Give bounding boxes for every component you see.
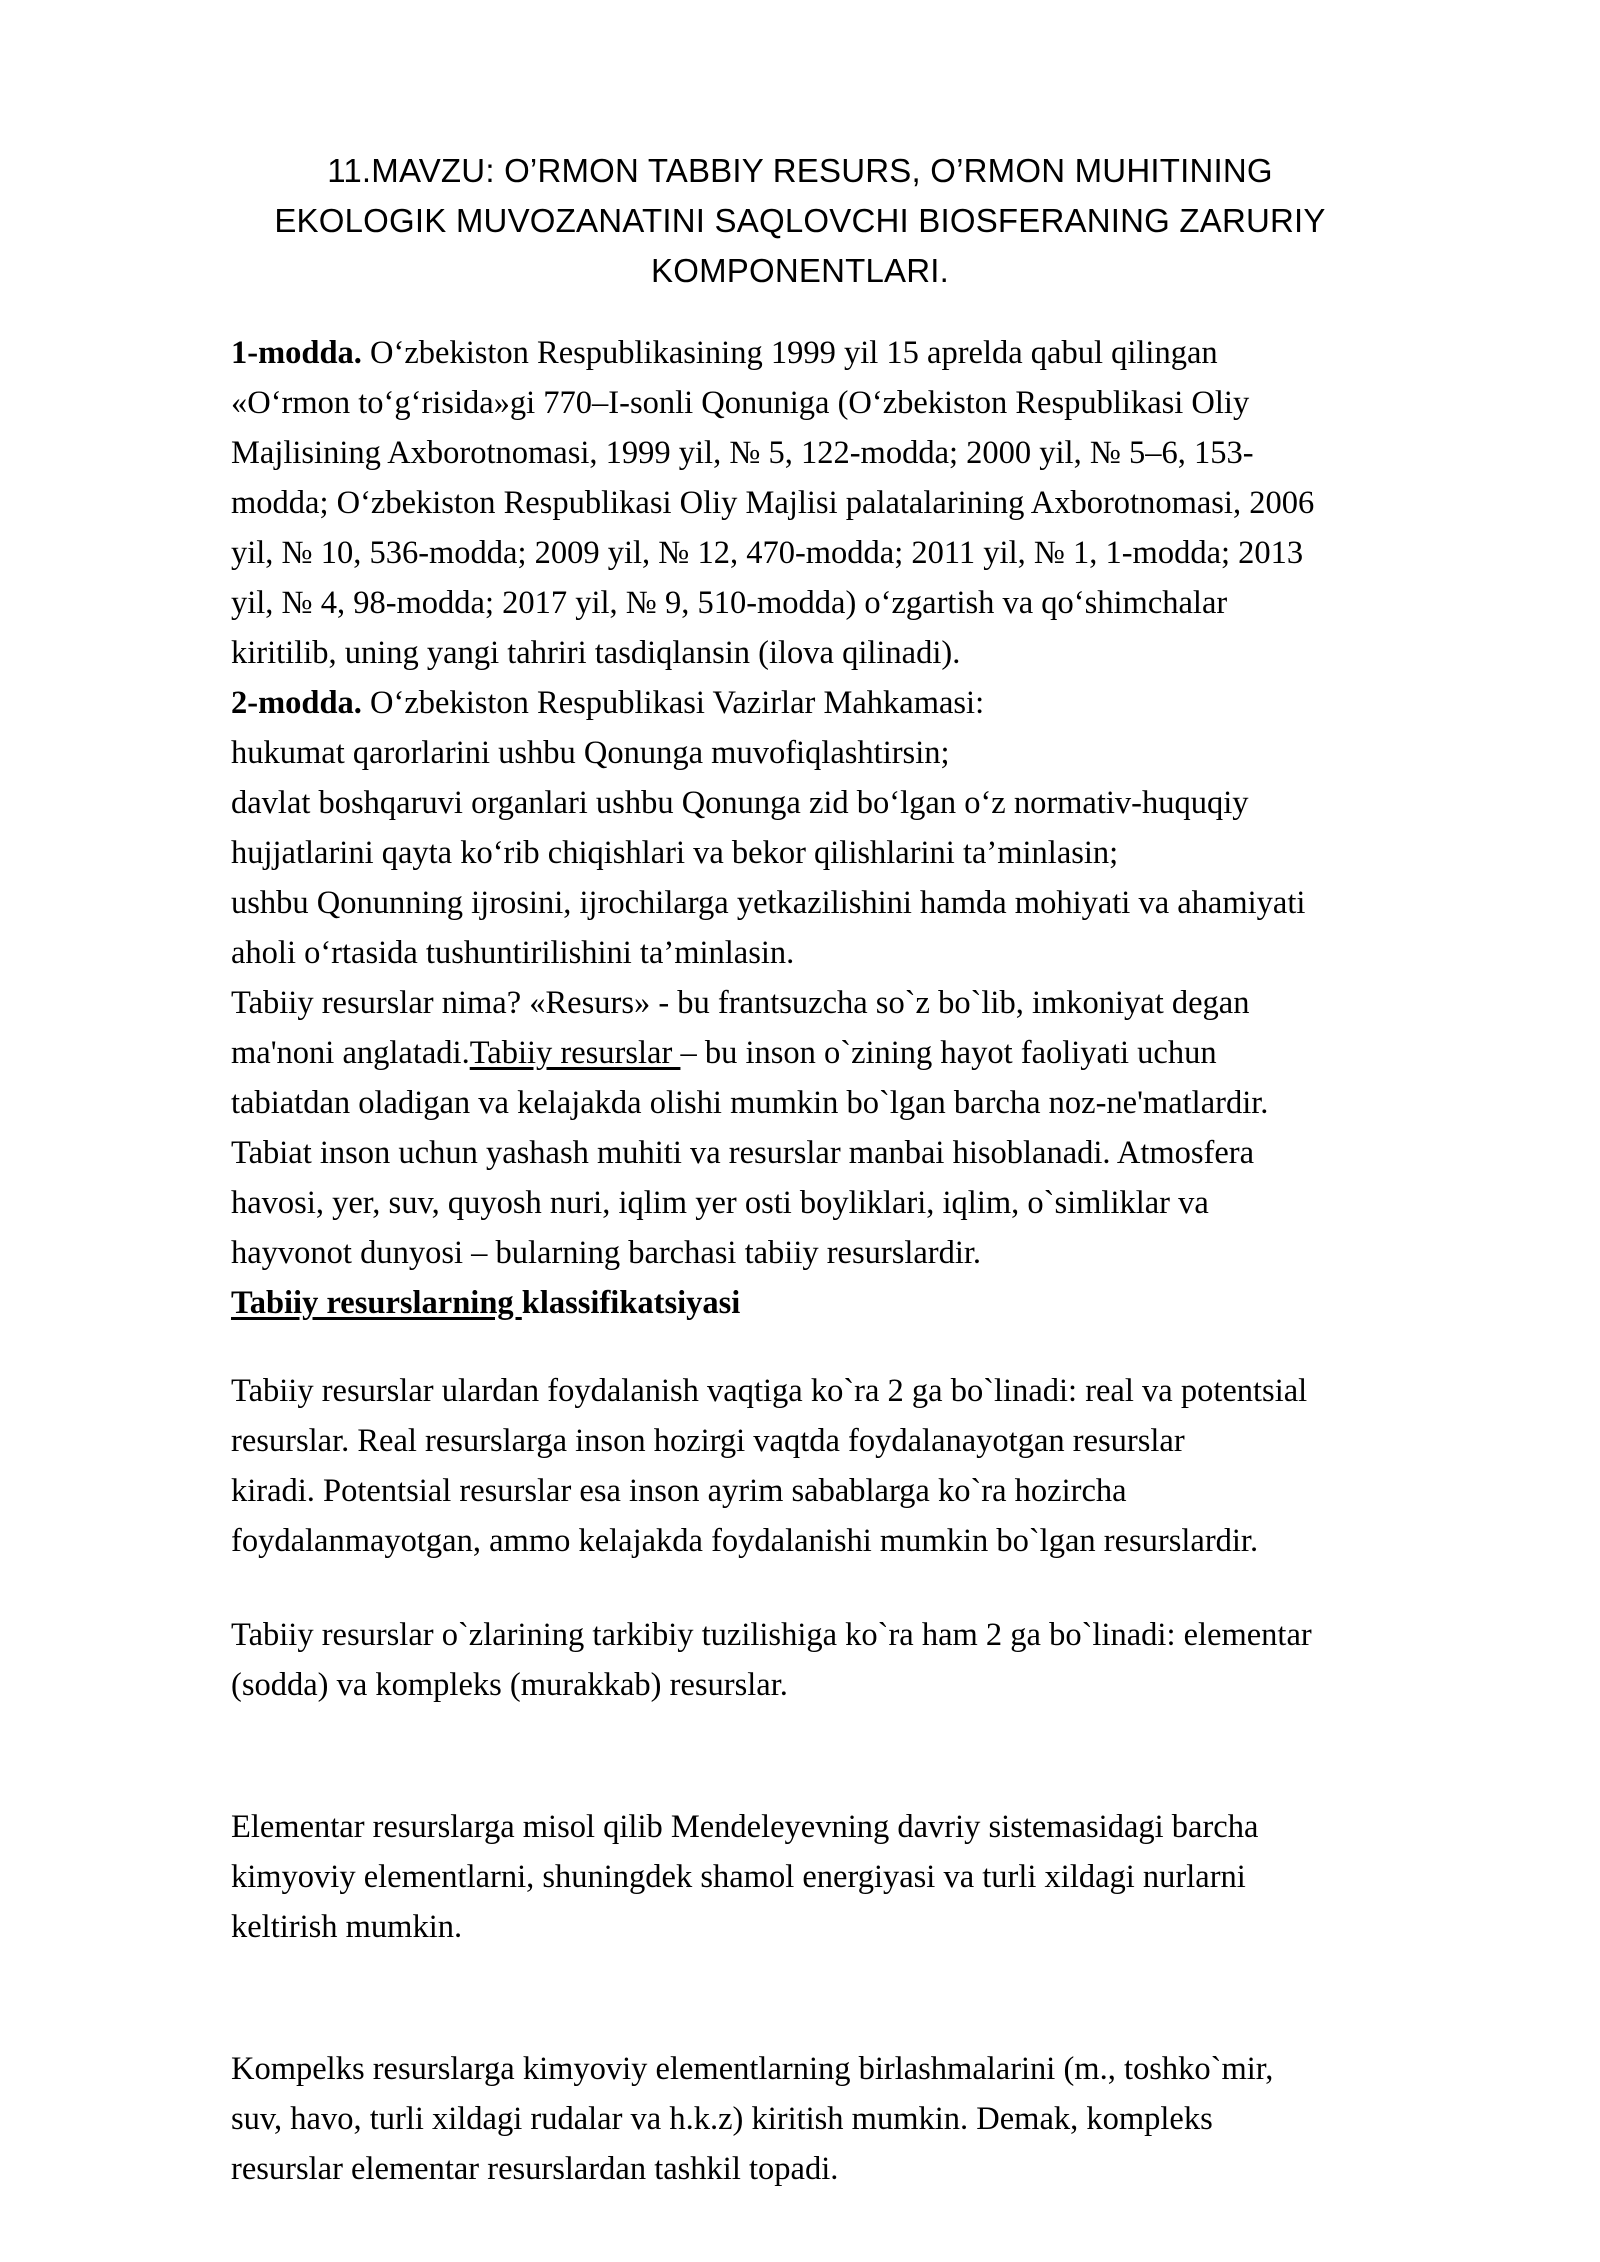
title-line: EKOLOGIK MUVOZANATINI SAQLOVCHI BIOSFERANING ZARURIY (274, 202, 1326, 239)
modda-2-text: O‘zbekiston Respublikasi Vazirlar Mahkamasi: (361, 685, 985, 721)
text-line: resurslar elementar resurslardan tashkil topadi. (231, 2151, 839, 2187)
paragraph (231, 2044, 1531, 2194)
document-title (230, 146, 1370, 296)
section-heading (231, 1278, 1531, 1328)
heading-text: klassifikatsiyasi (521, 1285, 741, 1321)
text-line: modda; O‘zbekiston Respublikasi Oliy Majlisi palatalarining Axborotnomasi, 2006 (231, 485, 1315, 521)
text-line: keltirish mumkin. (231, 1909, 463, 1945)
text-line: Kompelks resurslarga kimyoviy elementlarning birlashmalarini (m., toshko`mir, (231, 2051, 1274, 2087)
text-line: «O‘rmon to‘g‘risida»gi 770–I-sonli Qonuniga (O‘zbekiston Respublikasi Oliy (231, 385, 1250, 421)
text-line: hukumat qarorlarini ushbu Qonunga muvofiqlashtirsin; (231, 735, 950, 771)
title-line: KOMPONENTLARI. (650, 252, 949, 289)
text-line: Tabiiy resurslar nima? «Resurs» - bu frantsuzcha so`z bo`lib, imkoniyat degan (231, 985, 1250, 1021)
text-span: – bu inson o`zining hayot faoliyati uchun (680, 1035, 1217, 1071)
text-line: Majlisining Axborotnomasi, 1999 yil, № 5, 122-modda; 2000 yil, № 5–6, 153- (231, 435, 1254, 471)
text-line: ushbu Qonunning ijrosini, ijrochilarga yetkazilishini hamda mohiyati va ahamiyati (231, 885, 1306, 921)
text-span: ma'noni anglatadi. (231, 1035, 470, 1071)
heading-underlined: Tabiiy resurslarning (231, 1285, 522, 1321)
text-line: resurslar. Real resurslarga inson hozirgi vaqtda foydalanayotgan resurslar (231, 1423, 1185, 1459)
definition-line (231, 1028, 1531, 1078)
text-line: Tabiiy resurslar o`zlarining tarkibiy tuzilishiga ko`ra ham 2 ga bo`linadi: elementar (231, 1617, 1312, 1653)
modda-1-text: O‘zbekiston Respublikasining 1999 yil 15 aprelda qabul qilingan (361, 335, 1218, 371)
text-line: Tabiiy resurslar ulardan foydalanish vaqtiga ko`ra 2 ga bo`linadi: real va potentsial (231, 1373, 1308, 1409)
text-line: yil, № 10, 536-modda; 2009 yil, № 12, 470-modda; 2011 yil, № 1, 1-modda; 2013 (231, 535, 1304, 571)
text-line: kiradi. Potentsial resurslar esa inson ayrim sabablarga ko`ra hozircha (231, 1473, 1127, 1509)
paragraph (231, 1610, 1531, 1710)
modda-2-label: 2-modda. (231, 685, 362, 721)
text-line: yil, № 4, 98-modda; 2017 yil, № 9, 510-modda) o‘zgartish va qo‘shimchalar (231, 585, 1228, 621)
text-line: suv, havo, turli xildagi rudalar va h.k.z) kiritish mumkin. Demak, kompleks (231, 2101, 1213, 2137)
paragraph (231, 1366, 1531, 1566)
text-line: (sodda) va kompleks (murakkab) resurslar. (231, 1667, 788, 1703)
modda-2-first-line (231, 678, 1531, 728)
text-line: foydalanmayotgan, ammo kelajakda foydalanishi mumkin bo`lgan resurslardir. (231, 1523, 1259, 1559)
text-line: davlat boshqaruvi organlari ushbu Qonunga zid bo‘lgan o‘z normativ-huquqiy (231, 785, 1249, 821)
text-line: hujjatlarini qayta ko‘rib chiqishlari va bekor qilishlarini ta’minlasin; (231, 835, 1119, 871)
text-line: tabiatdan oladigan va kelajakda olishi mumkin bo`lgan barcha noz-ne'matlardir. (231, 1085, 1269, 1121)
modda-1-label: 1-modda. (231, 335, 362, 371)
modda-1-first-line (231, 328, 1531, 378)
law-section (231, 328, 1531, 1328)
text-line: kimyoviy elementlarni, shuningdek shamol energiyasi va turli xildagi nurlarni (231, 1859, 1246, 1895)
title-line: 11.MAVZU: O’RMON TABBIY RESURS, O’RMON MUHITINING (327, 152, 1273, 189)
classification-section (231, 1366, 1531, 2194)
paragraph (231, 1802, 1531, 1952)
text-line: Tabiat inson uchun yashash muhiti va resurslar manbai hisoblanadi. Atmosfera (231, 1135, 1255, 1171)
underlined-term: Tabiiy resurslar (469, 1035, 681, 1071)
text-line: Elementar resurslarga misol qilib Mendeleyevning davriy sistemasidagi barcha (231, 1809, 1259, 1845)
text-line: aholi o‘rtasida tushuntirilishini ta’minlasin. (231, 935, 795, 971)
text-line: havosi, yer, suv, quyosh nuri, iqlim yer osti boyliklari, iqlim, o`simliklar va (231, 1185, 1209, 1221)
text-line: kiritilib, uning yangi tahriri tasdiqlansin (ilova qilinadi). (231, 635, 961, 671)
text-line: hayvonot dunyosi – bularning barchasi tabiiy resurslardir. (231, 1235, 982, 1271)
